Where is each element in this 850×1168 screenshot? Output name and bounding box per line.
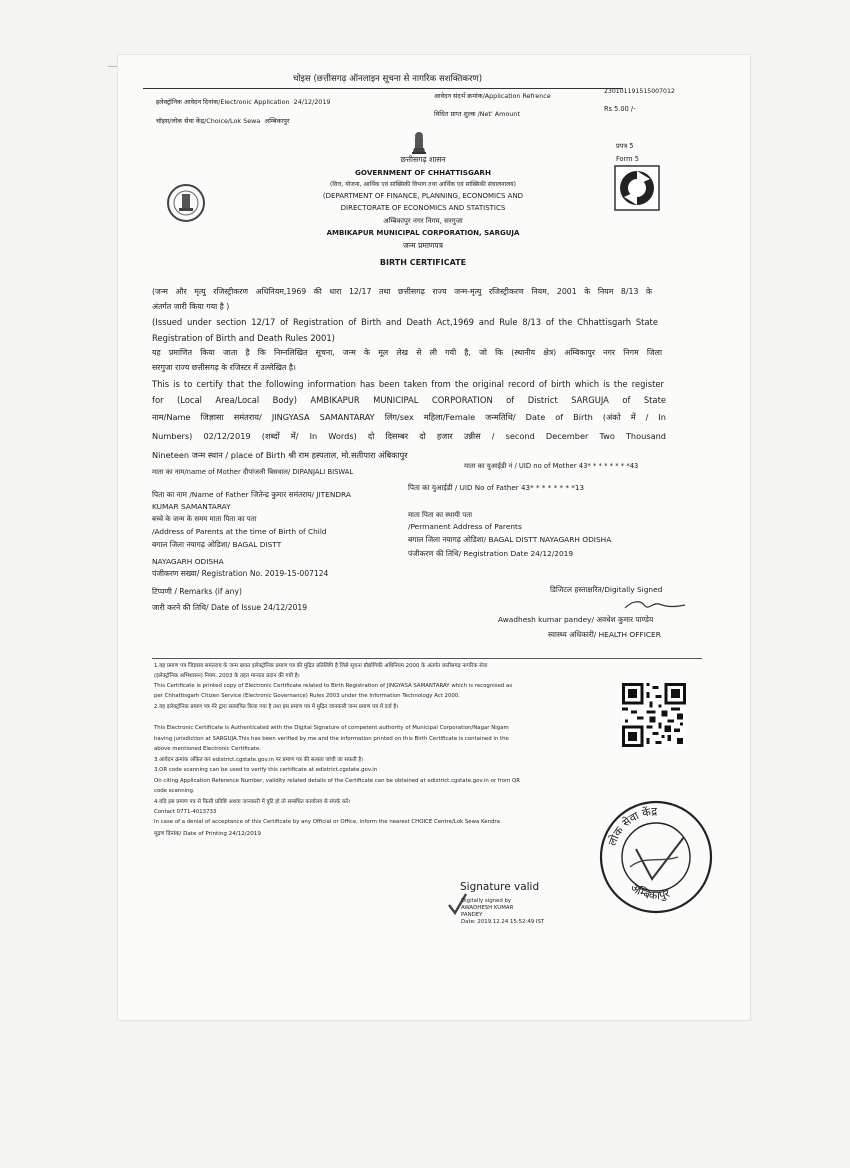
note-3-hindi: 3.आवेदन क्रमांक अंकित कर edistrict.cgstate.gov.in पर प्रमाण पत्र की सत्यता जांची जा सकती है।: [154, 757, 364, 763]
place-of-birth-line: Nineteen जन्म स्थान / place of Birth श्री राम हस्पताल, मो.सतीपारा अंबिकापुर: [152, 450, 408, 460]
note-2-cont: having jurisdiction at SARGUJA.This has been verified by me and the information printed on this Birth Certificate is contained in the: [154, 736, 509, 742]
note-2-hindi: 2.यह इलेक्ट्रॉनिक प्रमाण पत्र मेरे द्वारा सत्यापित किया गया है तथा इस प्रमाण पत्र में मुद्रित जानकारी जन्म प्रमाण पत्र में दर्ज है।: [154, 704, 399, 710]
svg-text:लोक सेवा केंद्र: [606, 805, 658, 848]
permanent-address-label: /Permanent Address of Parents: [408, 522, 522, 531]
father-uid: पिता का युआईडी / UID No of Father 43* * * * * * * *13: [408, 483, 585, 492]
form-number-hindi: प्रपत्र 5: [616, 142, 634, 150]
cert-title-hindi: जन्म प्रमाणपत्र: [403, 241, 443, 250]
father-name: पिता का नाम /Name of Father जितेन्द्र कुमार समंतराय/ JITENDRA: [152, 490, 351, 499]
stamp-bottom-text: अम्बिकापुर: [628, 880, 672, 903]
application-ref-value: 230101191515007012: [604, 88, 675, 95]
choice-label: चॉइस/लोक सेवा केंद्र/Choice/Lok Sewa अम्बिकापुर: [156, 117, 290, 125]
form-number: Form 5: [616, 155, 639, 163]
note-3-cont: On citing Application Reference Number, validity related details of the Certificate can be obtained at edistrict.cgstate.gov.in or from QR: [154, 778, 521, 784]
intro-line-4: Registration of Birth and Death Rules 2001): [152, 333, 335, 343]
note-4: In case of a denial of acceptance of this Certificate by any Official or Office, inform the nearest CHOICE Centre/Lok Sewa Kendra: [154, 819, 500, 825]
note-3: 3.OR code scanning can be used to verify this certificate at edistrict.cgstate.gov.in: [154, 767, 378, 773]
application-date-label: इलेक्ट्रॉनिक आवेदन दिनांक/Electronic Application 24/12/2019: [156, 98, 331, 106]
note-3-end: code scanning.: [154, 788, 195, 794]
net-amount-value: Rs 5.00 /-: [604, 105, 636, 113]
intro-line-2: अंतर्गत जारी किया गया है ): [152, 302, 230, 311]
note-2: This Electronic Certificate is Authenticated with the Digital Signature of competent authority of Municipal Corporation/Nagar Nigam: [154, 725, 509, 731]
svg-text:अम्बिकापुर: [628, 881, 672, 902]
intro-line-6: सरगुजा राज्य छत्तीसगढ़ के रजिस्टर में उल्लेखित है।: [152, 363, 296, 372]
address-at-birth-value-cont: NAYAGARH ODISHA: [152, 557, 224, 566]
choice-title: चोइस (छत्तीसगढ़ ऑनलाइन सूचना से नागरिक सशक्तिकरण): [293, 74, 483, 84]
digital-signature-date: Date: 2019.12.24 15:52:49 IST: [461, 919, 545, 925]
intro-line-5: यह प्रमाणित किया जाता है कि निम्नलिखित सूचना, जन्म के मूल लेख से ली गयी है, जो कि (स्थानीय क्षेत्र) अम्बिकापुर नगर निगम जिला: [152, 348, 662, 357]
qr-code-icon: [622, 683, 686, 747]
govt-name: GOVERNMENT OF CHHATTISGARH: [355, 168, 491, 177]
digital-signature-line-2: AWADHESH KUMAR: [461, 905, 514, 911]
intro-line-3: (Issued under section 12/17 of Registration of Birth and Death Act,1969 and Rule 8/13 of the Chhattisgarh State: [152, 317, 658, 327]
digitally-signed-label: डिजिटल हस्ताक्षरित/Digitally Signed: [550, 585, 663, 594]
note-1: This Certificate is printed copy of Electronic Certificate related to Birth Registration of JINGYASA SAMANTARAY which is recognised as: [154, 683, 513, 689]
note-1-cont: per Chhattisgarh Citizen Service (Electronic Governance) Rules 2003 under the Information Technology Act 2000.: [154, 693, 460, 699]
permanent-address-value: बगाल जिला नयागढ़ ओडिशा/ BAGAL DISTT NAYAGARH ODISHA: [408, 535, 612, 544]
net-amount-label: विधित प्राप्त शुल्क /Net' Amount: [434, 110, 520, 118]
note-4-hindi: 4.यदि इस प्रमाण पत्र से किसी प्रविष्टि अथवा जानकारी में त्रुटि हो तो सम्बंधित कार्यालय से संपर्क करें।: [154, 799, 351, 805]
note-1-hindi: 1.यह प्रमाण पत्र जिज्ञासा समंतराय के जन्म बावत इलेक्ट्रॉनिक प्रमाण पत्र की मुद्रित प्रतिलिपि है जिसे सूचना प्रौद्योगिकी अधिनियम 2000 के अंतर्गत छत्तीसगढ़ नागरिक सेवा: [154, 663, 488, 669]
dept-line-2: DIRECTORATE OF ECONOMICS AND STATISTICS: [340, 204, 506, 212]
dept-line-1: (DEPARTMENT OF FINANCE, PLANNING, ECONOMICS AND: [322, 192, 524, 200]
govt-hindi: छत्तीसगढ़ शासन: [400, 155, 446, 164]
note-4-contact: Contact 0771-4013733: [154, 809, 217, 815]
registration-number: पंजीकरण सख्या/ Registration No. 2019-15-007124: [152, 569, 329, 578]
corp-name: AMBIKAPUR MUNICIPAL CORPORATION, SARGUJA: [326, 229, 520, 237]
digital-signature-line-1: Digitally signed by: [461, 898, 512, 904]
address-at-birth-value: बगाल जिला नयागढ़ ओडिशा/ BAGAL DISTT: [152, 540, 282, 549]
intro-line-1: (जन्म और मृत्यु रजिस्ट्रीकरण अधिनियम,1969 की धारा 12/17 तथा छत्तीसगढ़ राज्य जन्म-मृत्यु रजिस्ट्रीकरण नियम, 2001 के नियम 8/13 के: [152, 287, 652, 296]
registration-date: पंजीकरण की तिथि/ Registration Date 24/12/2019: [408, 549, 574, 558]
dept-hindi: (वित्त, योजना, आर्थिक एवं सांख्यिकी विभाग तथा आर्थिक एवं सांख्यिकी संचालनालय): [330, 181, 516, 188]
date-of-printing: मुद्रण दिनांक/ Date of Printing 24/12/2019: [154, 831, 261, 837]
intro-line-8: for (Local Area/Local Body) AMBIKAPUR MUNICIPAL CORPORATION of District SARGUJA of State: [152, 395, 666, 405]
intro-line-7: This is to certify that the following information has been taken from the original record of birth which is the register: [152, 379, 664, 389]
cert-title: BIRTH CERTIFICATE: [379, 258, 467, 267]
name-line: नाम/Name जिज्ञासा समंतराय/ JINGYASA SAMANTARAY लिंग/sex महिला/Female जन्मतिथि/ Date of Birth (अंको में / In: [152, 412, 666, 422]
digital-signature-line-3: PANDEY: [461, 912, 483, 918]
chhattisgarh-seal-icon: [166, 183, 206, 223]
dob-line: Numbers) 02/12/2019 (शब्दों में/ In Words) दो दिसम्बर दो हजार उन्नीस / second December Two Thousand: [152, 431, 666, 441]
note-1-hindi-cont: (इलेक्ट्रॉनिक अभिशासन) नियम, 2003 के तहत मान्यता प्रदान की गयी है।: [154, 673, 300, 679]
address-at-birth-hindi: बच्चे के जन्म के समय माता पिता का पता: [152, 515, 257, 523]
signatory-designation: स्वास्थ्य अधिकारी/ HEALTH OFFICER: [548, 630, 661, 639]
date-of-issue: जारी करने की तिथि/ Date of Issue 24/12/2019: [152, 603, 308, 612]
national-emblem-icon: [408, 130, 430, 156]
permanent-address-hindi: माता पिता का स्थायी पता: [408, 511, 473, 519]
application-ref-label: आवेदन संदर्भ क्रमांक/Application Refrence: [434, 92, 551, 100]
corp-hindi: अम्बिकापुर नगर निगम, सरगुजा: [383, 217, 463, 225]
choice-logo-icon: [614, 165, 660, 211]
father-name-cont: KUMAR SAMANTARAY: [152, 502, 231, 511]
signature-valid-label: Signature valid: [460, 881, 540, 893]
header-divider: [143, 88, 623, 89]
signature-scribble-icon: [623, 598, 687, 612]
address-at-birth-label: /Address of Parents at the time of Birth of Child: [152, 527, 327, 536]
mother-uid: माता का युआईडी नं / UID no of Mother 43* * * * * * * *43: [464, 462, 639, 470]
stamp-top-text: लोक सेवा केंद्र: [605, 804, 658, 848]
signatory-name: Awadhesh kumar pandey/ अवधेश कुमार पाण्डेय: [498, 615, 654, 624]
lok-sewa-kendra-stamp-icon: [596, 797, 716, 917]
mother-name: माता का नाम/name of Mother दीपांजली बिसवाल/ DIPANJALI BISWAL: [152, 468, 354, 476]
notes-divider: [152, 658, 702, 659]
certificate-page: [118, 55, 750, 1020]
note-2-end: above mentioned Electronic Certificate.: [154, 746, 262, 752]
remarks: टिप्पणी / Remarks (if any): [152, 587, 242, 596]
